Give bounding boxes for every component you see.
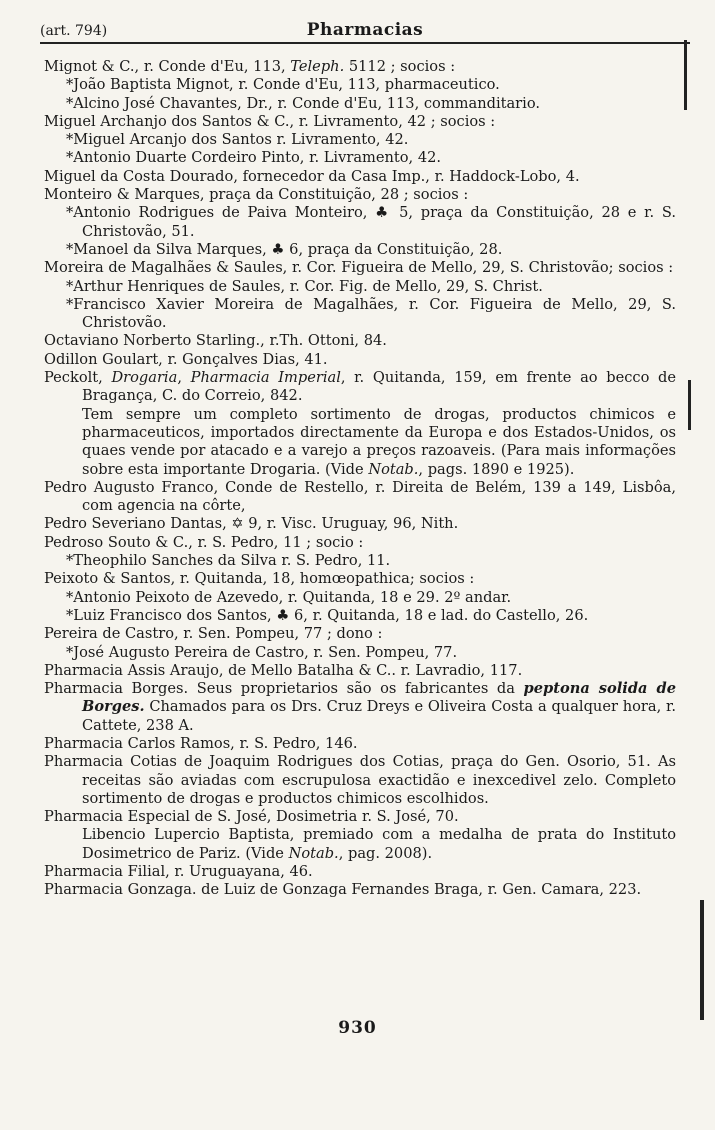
entry-odillon: Odillon Goulart, r. Gonçalves Dias, 41. [44, 350, 328, 368]
peckolt-description: Tem sempre um completo sortimento de drogas, productos chimicos e pharmaceuticos, importados directamente da Europa e dos Estados-Unidos, os quaes vende por atacado e a varejo a preços razoaveis. (Para mais informações sobre esta importante Drogaria. (Vide Notab., pags. 1890 e 1925). [82, 405, 676, 478]
entry-socio: *Arthur Henriques de Saules, r. Cor. Fig. de Mello, 29, S. Christ. [66, 277, 543, 295]
entry-socio: *Antonio Peixoto de Azevedo, r. Quitanda, 18 e 29. 2º andar. [66, 588, 512, 606]
entry-mignot: Mignot & C., r. Conde d'Eu, 113, Teleph. 5112 ; socios : [44, 58, 456, 75]
page-number: 930 [338, 1018, 377, 1038]
entry-peixoto-santos: Peixoto & Santos, r. Quitanda, 18, homœopathica; socios : [44, 570, 475, 588]
entry-dono: *José Augusto Pereira de Castro, r. Sen. Pompeu, 77. [66, 643, 458, 661]
entry-pereira-castro: Pereira de Castro, r. Sen. Pompeu, 77 ; dono : [44, 625, 383, 643]
entry-peckolt: Peckolt, Drogaria, Pharmacia Imperial, r. Quitanda, 159, em frente ao becco de Bragança, C. do Correio, 842. [44, 369, 677, 405]
entry-moreira-magalhaes: Moreira de Magalhães & Saules, r. Cor. Figueira de Mello, 29, S. Christovão; socios : [44, 259, 674, 277]
entry-pharmacia-filial: Pharmacia Filial, r. Uruguayana, 46. [44, 863, 313, 881]
entry-monteiro-marques: Monteiro & Marques, praça da Constituição, 28 ; socios : [44, 186, 469, 204]
entry-miguel-archanjo: Miguel Archanjo dos Santos & C., r. Livramento, 42 ; socios : [44, 112, 496, 130]
right-margin-mark [688, 380, 691, 430]
entry-pedroso-souto: Pedroso Souto & C., r. S. Pedro, 11 ; socio : [44, 533, 364, 551]
entry-pharmacia-gonzaga: Pharmacia Gonzaga. de Luiz de Gonzaga Fernandes Braga, r. Gen. Camara, 223. [44, 881, 642, 899]
article-reference: (art. 794) [40, 23, 108, 39]
right-margin-mark [684, 40, 687, 110]
entry-pharmacia-cotias: Pharmacia Cotias de Joaquim Rodrigues dos Cotias, praça do Gen. Osorio, 51. As receitas são aviadas com escrupulosa exactidão e inexcedivel zelo. Completo sortimento de drogas e productos chimicos escolhidos. [44, 753, 676, 807]
right-margin-mark [700, 900, 704, 1020]
entry-socio: *Francisco Xavier Moreira de Magalhães, r. Cor. Figueira de Mello, 29, S. Christovão. [66, 295, 676, 332]
entry-miguel-costa: Miguel da Costa Dourado, fornecedor da Casa Imp., r. Haddock-Lobo, 4. [44, 167, 580, 185]
page-title: Pharmacias [306, 20, 424, 40]
entry-socio: *Alcino José Chavantes, Dr., r. Conde d'Eu, 113, commanditario. [66, 94, 540, 112]
entry-pharmacia-assis-araujo: Pharmacia Assis Araujo, de Mello Batalha & C.. r. Lavradio, 117. [44, 661, 523, 679]
entry-socio: *João Baptista Mignot, r. Conde d'Eu, 113, pharmaceutico. [66, 76, 500, 94]
entry-pharmacia-especial: Pharmacia Especial de S. José, Dosimetria r. S. José, 70. [44, 808, 459, 826]
entry-pedro-franco: Pedro Augusto Franco, Conde de Restello, r. Direita de Belém, 139 a 149, Lisbôa, com agencia na côrte, [44, 478, 676, 515]
running-header [40, 18, 690, 44]
entry-octaviano: Octaviano Norberto Starling., r.Th. Ottoni, 84. [44, 332, 387, 350]
entry-pharmacia-carlos-ramos: Pharmacia Carlos Ramos, r. S. Pedro, 146. [44, 734, 358, 752]
entry-pharmacia-borges: Pharmacia Borges. Seus proprietarios são os fabricantes da peptona solida de Borges. Chamados para os Drs. Cruz Dreys e Oliveira Costa a qualquer hora, r. Cattete, 238 A. [44, 680, 676, 734]
entry-socio: *Antonio Rodrigues de Paiva Monteiro, ♣ 5, praça da Constituição, 28 e r. S. Christovão, 51. [66, 204, 676, 240]
directory-listing [44, 58, 676, 900]
entry-socio: *Luiz Francisco dos Santos, ♣ 6, r. Quitanda, 18 e lad. do Castello, 26. [66, 606, 589, 624]
entry-socio: *Miguel Arcanjo dos Santos r. Livramento, 42. [66, 131, 409, 149]
entry-pedro-dantas: Pedro Severiano Dantas, ✡ 9, r. Visc. Uruguay, 96, Nith. [44, 515, 459, 533]
entry-socio: *Antonio Duarte Cordeiro Pinto, r. Livramento, 42. [66, 149, 442, 167]
entry-socio: *Manoel da Silva Marques, ♣ 6, praça da Constituição, 28. [66, 240, 503, 258]
entry-socio: *Theophilo Sanches da Silva r. S. Pedro, 11. [66, 552, 391, 570]
pharmacia-especial-description: Libencio Lupercio Baptista, premiado com a medalha de prata do Instituto Dosimetrico de Pariz. (Vide Notab., pag. 2008). [82, 826, 676, 862]
